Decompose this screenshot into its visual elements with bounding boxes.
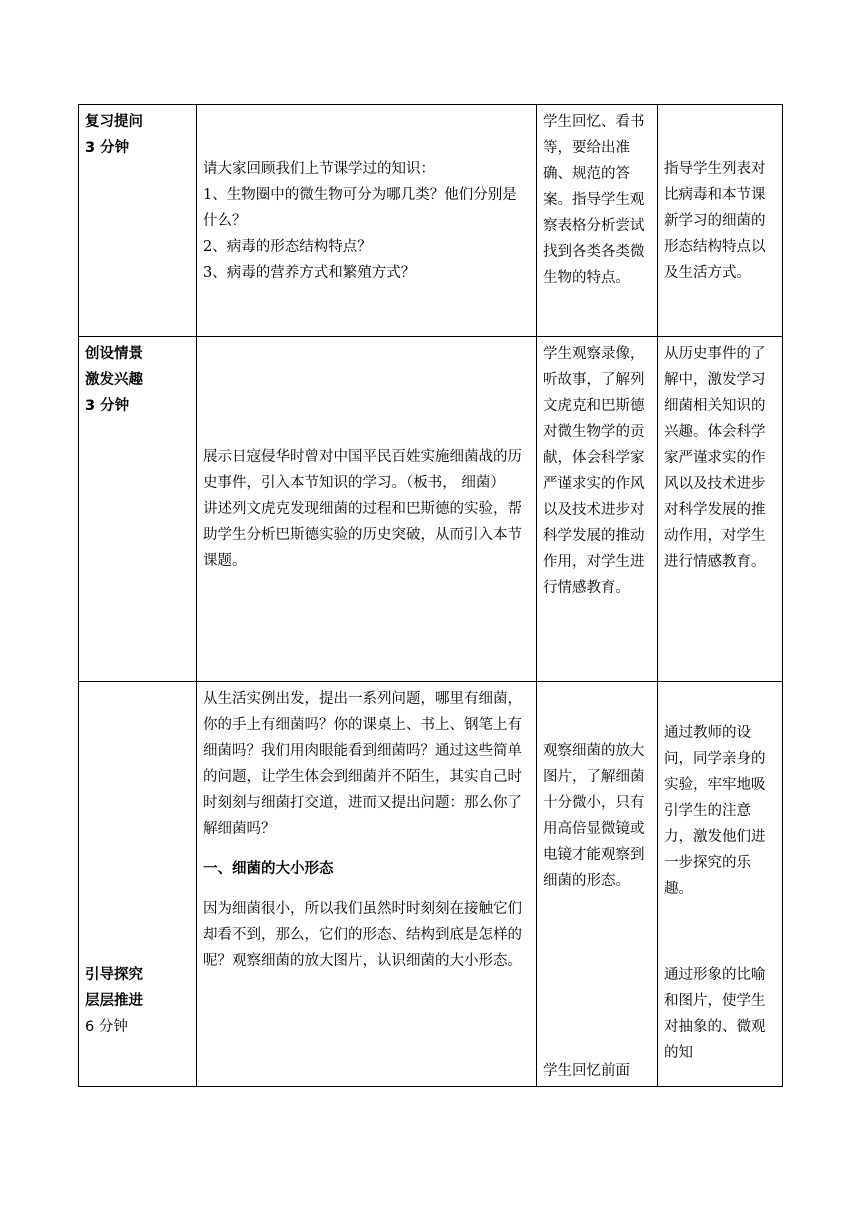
teacher-text: 从生活实例出发，提出一系列问题，哪里有细菌，你的手上有细菌吗？你的课桌上、书上、钢笔上有细菌吗？我们用肉眼能看到细菌吗？通过这些简单的问题，让学生体会到细菌并不陌生，其实自己时时刻刻与细菌打交道，进而又提出问题：那么你了解细菌吗？ <box>203 691 522 837</box>
intent-text: 从历史事件的了解中，激发学习细菌相关知识的兴趣。体会科学家严谨求实的作风以及技术进步对科学发展的推动作用，对学生进行情感教育。 <box>664 346 766 570</box>
table-row <box>79 682 783 1087</box>
table-row <box>79 105 783 337</box>
teacher-text: 因为细菌很小，所以我们虽然时时刻刻在接触它们却看不到，那么，它们的形态、结构到底是怎样的呢？观察细菌的放大图片，认识细菌的大小形态。 <box>203 901 522 969</box>
intent-text: 指导学生列表对比病毒和本节课新学习的细菌的形态结构特点以及生活方式。 <box>664 160 766 281</box>
teacher-text: 2、病毒的形态结构特点？ <box>203 238 372 255</box>
section-heading: 一、细菌的大小形态 <box>203 861 334 877</box>
student-text: 学生回忆、看书等，要给出准确、规范的答案。指导学生观察表格分析尝试找到各类各类微生物的特点。 <box>543 114 645 286</box>
student-activity-cell <box>537 105 658 337</box>
intent-text: 通过教师的设问，同学亲身的实验，牢牢地吸引学生的注意力，激发他们进一步探究的乐趣。 <box>664 725 766 897</box>
teacher-activity-cell <box>197 337 537 682</box>
stage-duration: 6 分钟 <box>85 1019 128 1035</box>
teacher-text: 3、病毒的营养方式和繁殖方式？ <box>203 264 416 281</box>
teacher-activity-cell <box>197 682 537 1087</box>
intent-text-bottom: 通过形象的比喻和图片，使学生对抽象的、微观的知 <box>664 967 766 1061</box>
stage-cell <box>79 105 197 337</box>
teacher-text: 1、生物圈中的微生物可分为哪几类？他们分别是什么？ <box>203 186 517 229</box>
teacher-activity-cell <box>197 105 537 337</box>
teacher-text: 请大家回顾我们上节课学过的知识： <box>203 160 435 177</box>
lesson-plan-table <box>78 104 783 1087</box>
student-text: 学生观察录像，听故事，了解列文虎克和巴斯德对微生物学的贡献，体会科学家严谨求实的作风以及技术进步对科学发展的推动作用，对学生进行情感教育。 <box>543 346 645 596</box>
teacher-text: 讲述列文虎克发现细菌的过程和巴斯德的实验，帮助学生分析巴斯德实验的历史突破，从而引入本节课题。 <box>203 501 522 569</box>
stage-title: 创设情景 <box>85 346 143 362</box>
stage-title: 引导探究 <box>85 967 143 983</box>
stage-title: 复习提问 <box>85 114 143 130</box>
stage-subtitle: 激发兴趣 <box>85 372 143 388</box>
stage-cell <box>79 682 197 1087</box>
student-activity-cell <box>537 682 658 1087</box>
stage-duration: 3 分钟 <box>85 398 130 414</box>
stage-subtitle: 层层推进 <box>85 993 143 1009</box>
table-row <box>79 337 783 682</box>
stage-cell <box>79 337 197 682</box>
stage-duration: 3 分钟 <box>85 140 130 156</box>
student-activity-cell <box>537 337 658 682</box>
design-intent-cell <box>658 682 783 1087</box>
teacher-text: 展示日寇侵华时曾对中国平民百姓实施细菌战的历史事件，引入本节知识的学习。（板书， 细菌） <box>203 449 522 491</box>
design-intent-cell <box>658 337 783 682</box>
student-text: 观察细菌的放大图片，了解细菌十分微小，只有用高倍显微镜或电镜才能观察到细菌的形态。 <box>543 743 645 889</box>
student-text-bottom: 学生回忆前面 <box>543 1063 630 1079</box>
design-intent-cell <box>658 105 783 337</box>
